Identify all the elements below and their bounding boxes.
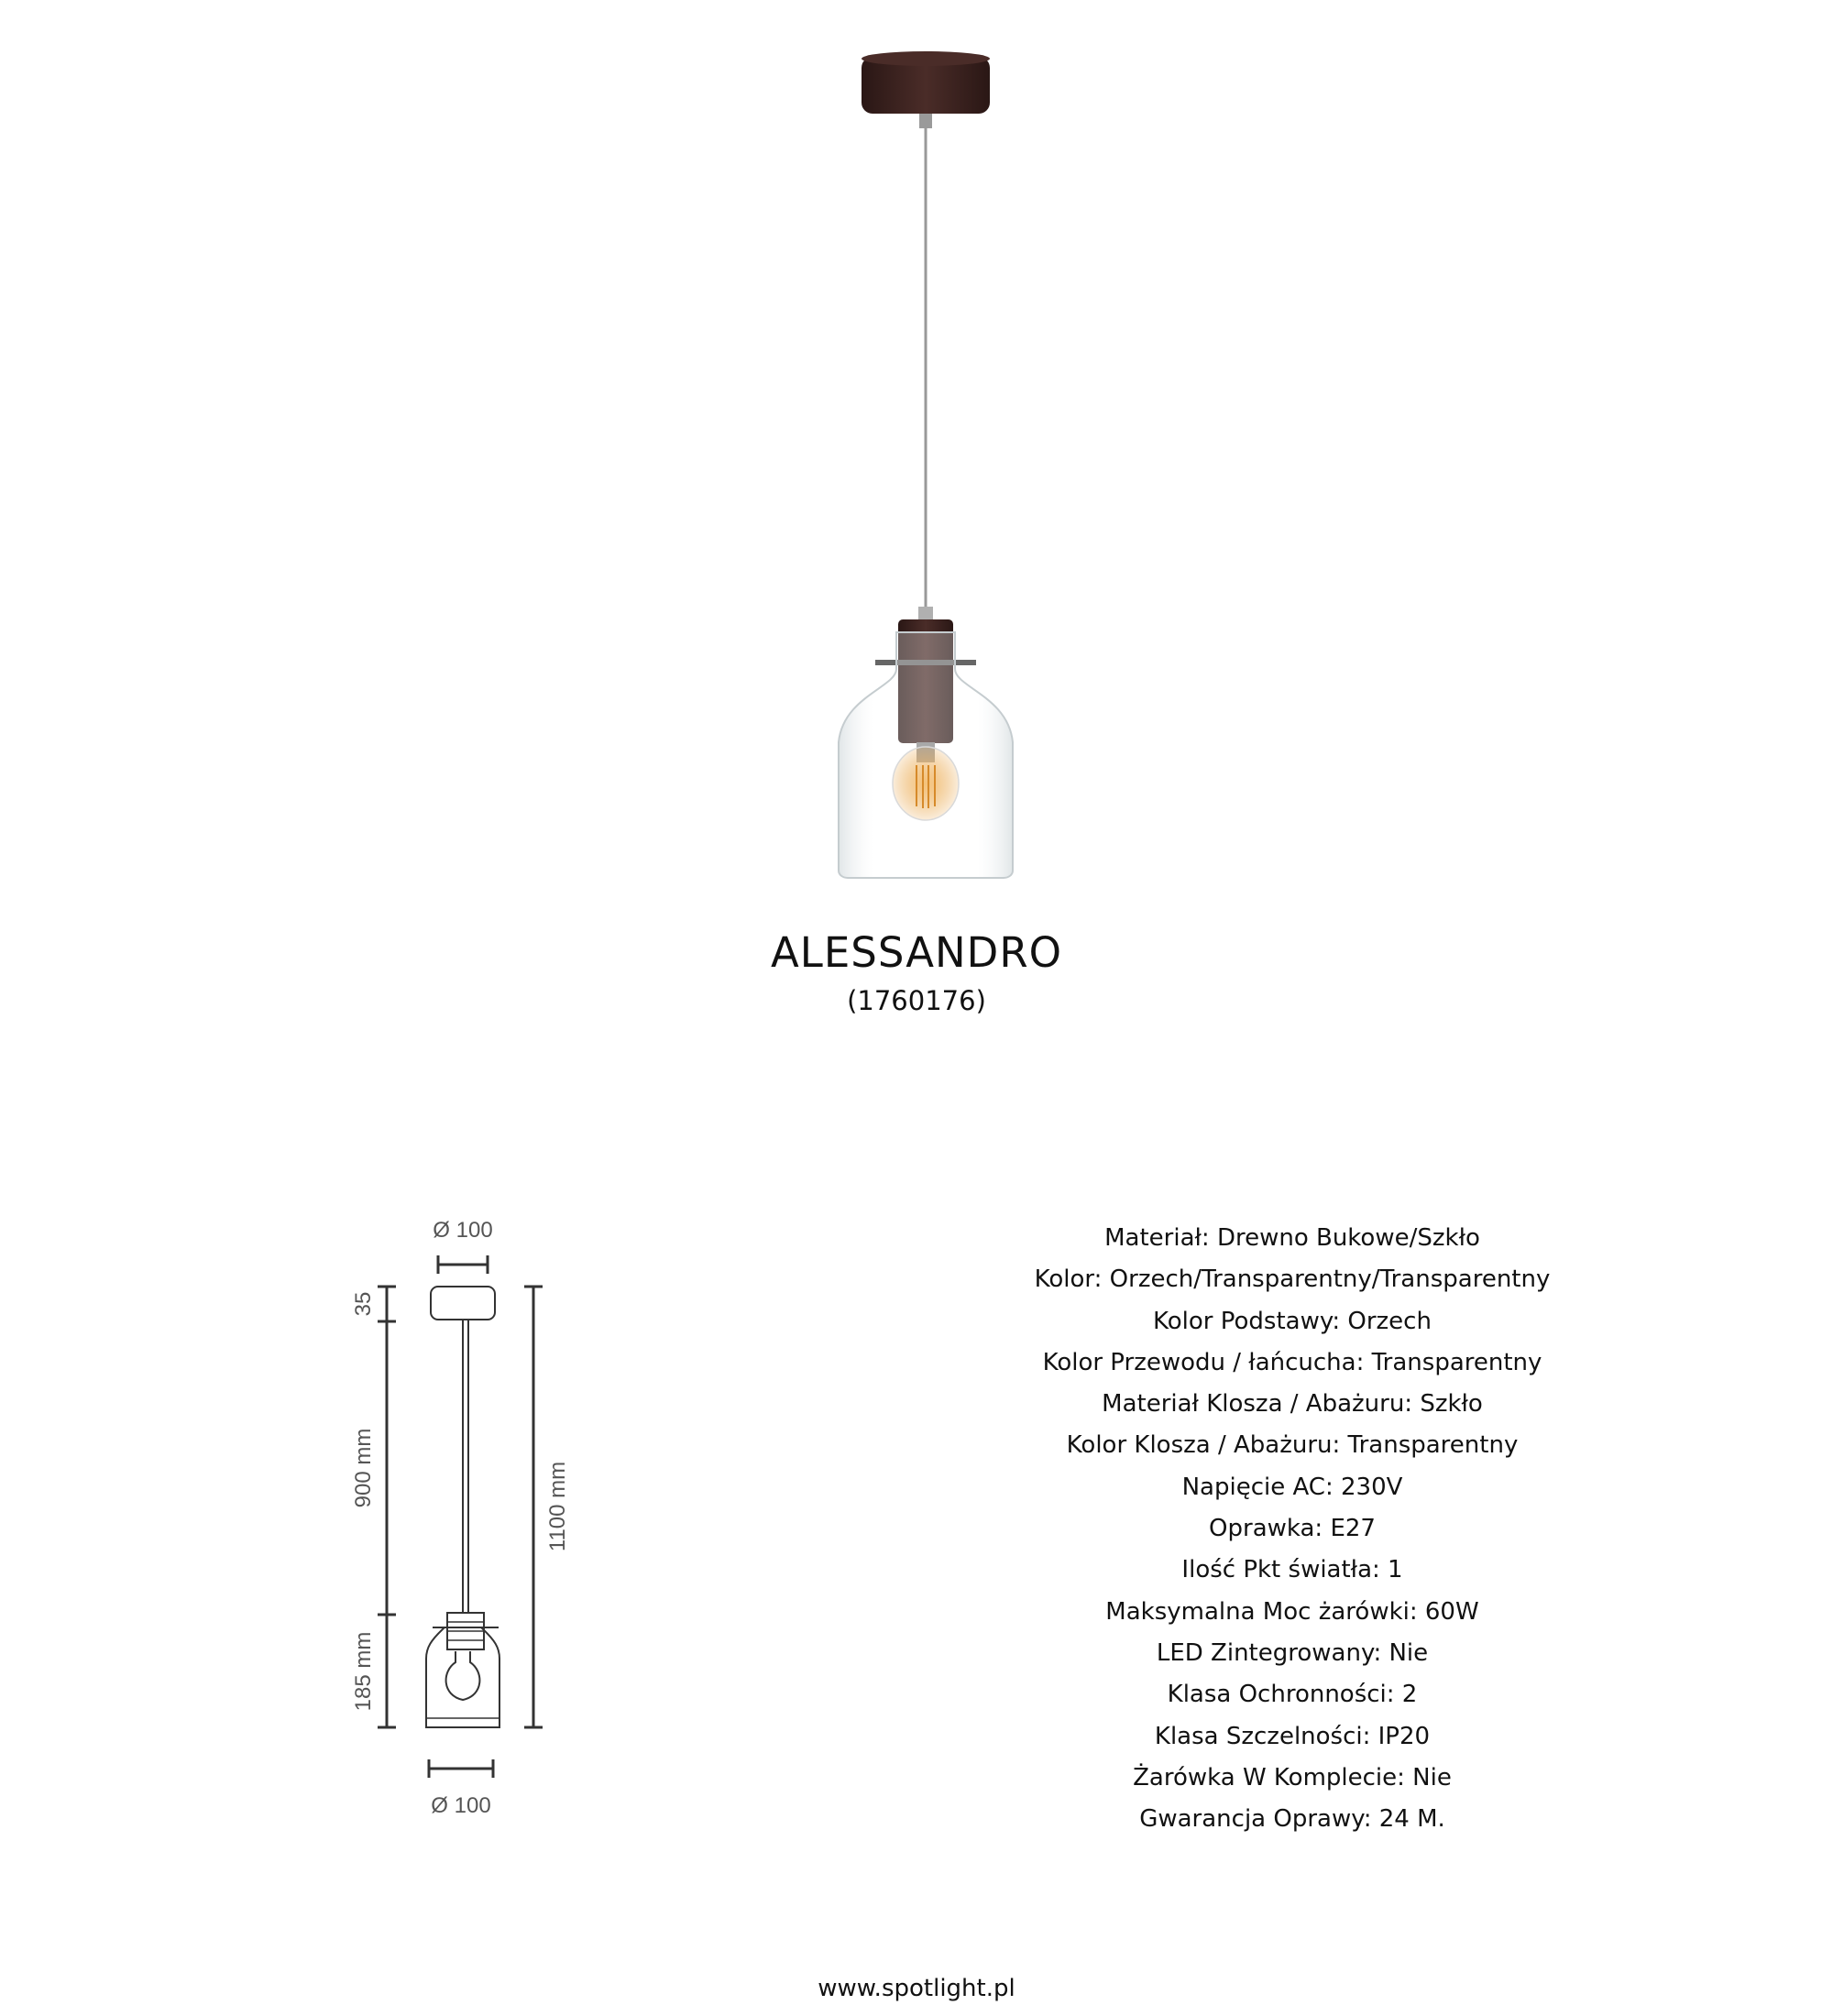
- shade-diameter-label: Ø 100: [431, 1793, 491, 1818]
- title-block: [0, 926, 1833, 1021]
- shade-height-label: 185 mm: [351, 1631, 376, 1712]
- spec-ip-rating: Klasa Szczelności: IP20: [1154, 1722, 1431, 1750]
- website-link[interactable]: www.spotlight.pl: [818, 1975, 1015, 2002]
- product-name: ALESSANDRO: [770, 928, 1063, 977]
- canopy: [862, 51, 990, 128]
- spec-shade-color: Kolor Klosza / Abażuru: Transparentny: [1066, 1431, 1519, 1460]
- product-photo: [788, 46, 1063, 889]
- spec-max-power: Maksymalna Moc żarówki: 60W: [1105, 1597, 1479, 1626]
- spec-light-points: Ilość Pkt światła: 1: [1181, 1556, 1403, 1584]
- spec-base-color: Kolor Podstawy: Orzech: [1153, 1307, 1432, 1335]
- spec-shade-material: Materiał Klosza / Abażuru: Szkło: [1102, 1390, 1483, 1419]
- specifications-list: [953, 1218, 1631, 1840]
- cable-length-label: 900 mm: [351, 1428, 376, 1508]
- total-height-label: 1100 mm: [545, 1461, 570, 1552]
- canopy-diameter-label: Ø 100: [433, 1218, 493, 1243]
- canopy-height-label: 35: [351, 1291, 376, 1317]
- spec-warranty: Gwarancja Oprawy: 24 M.: [1139, 1805, 1445, 1834]
- spec-protection-class: Klasa Ochronności: 2: [1167, 1681, 1418, 1709]
- spec-voltage: Napięcie AC: 230V: [1181, 1473, 1403, 1501]
- spec-integrated-led: LED Zintegrowany: Nie: [1156, 1638, 1429, 1667]
- spec-socket: Oprawka: E27: [1209, 1515, 1376, 1543]
- spec-bulb-included: Żarówka W Komplecie: Nie: [1133, 1763, 1452, 1791]
- spec-cable-color: Kolor Przewodu / łańcucha: Transparentny: [1042, 1348, 1542, 1376]
- spec-color: Kolor: Orzech/Transparentny/Transparentny: [1034, 1265, 1551, 1294]
- product-code: (1760176): [847, 985, 986, 1016]
- dimension-drawing: [330, 1210, 623, 1824]
- spec-material: Materiał: Drewno Bukowe/Szkło: [1104, 1224, 1480, 1252]
